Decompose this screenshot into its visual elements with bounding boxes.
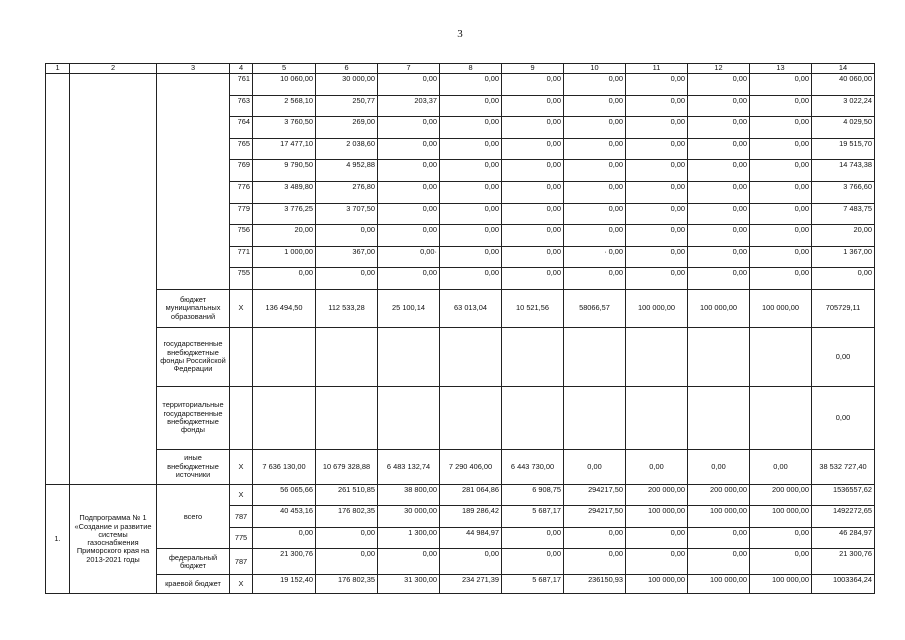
value-cell: 100 000,00 (626, 289, 688, 327)
column-header: 4 (230, 64, 253, 74)
value-cell: 0,00 (750, 117, 812, 139)
value-cell: 100 000,00 (688, 575, 750, 594)
value-cell: 7 290 406,00 (440, 449, 502, 484)
value-cell: 0,00 (502, 268, 564, 290)
empty-cell (688, 386, 750, 449)
column-header: 2 (70, 64, 157, 74)
value-cell: 56 065,66 (253, 484, 316, 506)
value-cell: 0,00 (316, 268, 378, 290)
page-number: 3 (457, 28, 463, 40)
code-cell: 769 (230, 160, 253, 182)
value-cell: 3 489,80 (253, 181, 316, 203)
value-cell: 200 000,00 (688, 484, 750, 506)
value-cell: 0,00 (502, 203, 564, 225)
value-cell: 0,00 (750, 95, 812, 117)
empty-cell (253, 386, 316, 449)
value-cell: 4 952,88 (316, 160, 378, 182)
value-cell: 10 679 328,88 (316, 449, 378, 484)
table-row (46, 289, 875, 327)
code-cell: 763 (230, 95, 253, 117)
subprogram-number: 1. (46, 484, 70, 594)
value-cell: 0,00 (688, 225, 750, 247)
value-cell: 100 000,00 (750, 506, 812, 528)
code-cell: 755 (230, 268, 253, 290)
value-cell: 1 000,00 (253, 246, 316, 268)
value-cell: 0,00 (750, 74, 812, 96)
value-cell: 0,00 (750, 181, 812, 203)
column-header: 3 (157, 64, 230, 74)
value-cell: 100 000,00 (626, 506, 688, 528)
value-cell: 705729,11 (812, 289, 875, 327)
empty-cell (502, 386, 564, 449)
value-cell: 100 000,00 (750, 575, 812, 594)
source-label: территориальные государственные внебюджетные фонды (157, 386, 230, 449)
value-cell: 0,00 (688, 117, 750, 139)
value-cell: 0,00 (502, 225, 564, 247)
value-cell: 0,00 (750, 225, 812, 247)
table-row (46, 575, 875, 594)
value-cell: 0,00 (626, 268, 688, 290)
value-cell: 176 802,35 (316, 506, 378, 528)
value-cell: 7 636 130,00 (253, 449, 316, 484)
value-cell: 1492272,65 (812, 506, 875, 528)
value-cell: 21 300,76 (812, 549, 875, 575)
value-cell: 58066,57 (564, 289, 626, 327)
source-label: иные внебюджетные источники (157, 449, 230, 484)
value-cell: 38 532 727,40 (812, 449, 875, 484)
empty-cell (316, 386, 378, 449)
value-cell: 25 100,14 (378, 289, 440, 327)
value-cell: 6 908,75 (502, 484, 564, 506)
empty-cell (378, 386, 440, 449)
empty-cell (230, 386, 253, 449)
value-cell: 0,00 (440, 246, 502, 268)
value-cell: 0,00 (812, 386, 875, 449)
value-cell: 30 000,00 (316, 74, 378, 96)
value-cell: 0,00 (502, 74, 564, 96)
value-cell: 0,00 (688, 95, 750, 117)
value-cell: 0,00 (253, 527, 316, 549)
value-cell: 0,00 (502, 117, 564, 139)
table-row (46, 327, 875, 386)
value-cell: 0,00 (502, 138, 564, 160)
value-cell: 9 790,50 (253, 160, 316, 182)
value-cell: 0,00 (502, 160, 564, 182)
value-cell: 17 477,10 (253, 138, 316, 160)
value-cell: 5 687,17 (502, 575, 564, 594)
value-cell: 14 743,38 (812, 160, 875, 182)
value-cell: 3 022,24 (812, 95, 875, 117)
value-cell: 0,00 (316, 527, 378, 549)
value-cell: 100 000,00 (750, 289, 812, 327)
value-cell: 0,00 (316, 549, 378, 575)
value-cell: 0,00 (626, 138, 688, 160)
empty-cell (378, 327, 440, 386)
value-cell: 0,00 (688, 246, 750, 268)
value-cell: 1 367,00 (812, 246, 875, 268)
value-cell: 6 443 730,00 (502, 449, 564, 484)
value-cell: 0,00 (688, 549, 750, 575)
value-cell: 0,00 (316, 225, 378, 247)
value-cell: 0,00 (440, 268, 502, 290)
value-cell: 0,00 (626, 527, 688, 549)
value-cell: 0,00 (502, 181, 564, 203)
value-cell: 0,00 (812, 268, 875, 290)
column-header: 8 (440, 64, 502, 74)
value-cell: 0,00 (564, 74, 626, 96)
value-cell: 3 776,25 (253, 203, 316, 225)
value-cell: 0,00 (626, 74, 688, 96)
code-cell: X (230, 575, 253, 594)
value-cell: 0,00 (626, 117, 688, 139)
table-row (46, 484, 875, 506)
value-cell: 31 300,00 (378, 575, 440, 594)
column-header: 1 (46, 64, 70, 74)
value-cell: 0,00 (688, 203, 750, 225)
empty-cell (502, 327, 564, 386)
value-cell: 0,00 (440, 203, 502, 225)
value-cell: 0,00 (502, 549, 564, 575)
value-cell: 0,00 (564, 549, 626, 575)
value-cell: 0,00 (626, 95, 688, 117)
value-cell: 0,00 (750, 527, 812, 549)
value-cell: 236150,93 (564, 575, 626, 594)
subprogram-title: Подпрограмма № 1 «Создание и развитие системы газоснабжения Приморского края на 2013-2021 годы (70, 484, 157, 594)
empty-cell (440, 386, 502, 449)
column-header: 11 (626, 64, 688, 74)
value-cell: 0,00 (626, 181, 688, 203)
column-header: 14 (812, 64, 875, 74)
value-cell: 10 060,00 (253, 74, 316, 96)
value-cell: 189 286,42 (440, 506, 502, 528)
value-cell: 63 013,04 (440, 289, 502, 327)
value-cell: 281 064,86 (440, 484, 502, 506)
value-cell: 0,00 (378, 138, 440, 160)
empty-cell (70, 74, 157, 485)
value-cell: 261 510,85 (316, 484, 378, 506)
value-cell: 0,00 (378, 117, 440, 139)
value-cell: 0,00 (440, 117, 502, 139)
empty-cell (230, 327, 253, 386)
code-cell: 771 (230, 246, 253, 268)
value-cell: 20,00 (253, 225, 316, 247)
code-cell: 761 (230, 74, 253, 96)
value-cell: 0,00 (564, 160, 626, 182)
empty-cell (626, 386, 688, 449)
value-cell: 0,00 (750, 449, 812, 484)
value-cell: 0,00 (564, 95, 626, 117)
empty-cell (750, 386, 812, 449)
code-cell: X (230, 449, 253, 484)
value-cell: 0,00· (378, 246, 440, 268)
value-cell: 0,00 (378, 268, 440, 290)
value-cell: 1003364,24 (812, 575, 875, 594)
value-cell: 20,00 (812, 225, 875, 247)
value-cell: 136 494,50 (253, 289, 316, 327)
value-cell: 2 568,10 (253, 95, 316, 117)
value-cell: 38 800,00 (378, 484, 440, 506)
value-cell: 3 766,60 (812, 181, 875, 203)
value-cell: 100 000,00 (688, 289, 750, 327)
value-cell: 0,00 (626, 246, 688, 268)
value-cell: 2 038,60 (316, 138, 378, 160)
source-label: федеральный бюджет (157, 549, 230, 575)
value-cell: 0,00 (440, 138, 502, 160)
value-cell: 40 453,16 (253, 506, 316, 528)
value-cell: 0,00 (564, 527, 626, 549)
value-cell: 0,00 (688, 160, 750, 182)
empty-cell (253, 327, 316, 386)
empty-cell (626, 327, 688, 386)
value-cell: 276,80 (316, 181, 378, 203)
value-cell: 0,00 (626, 549, 688, 575)
value-cell: 0,00 (502, 246, 564, 268)
empty-cell (440, 327, 502, 386)
value-cell: 0,00 (688, 181, 750, 203)
value-cell: 176 802,35 (316, 575, 378, 594)
value-cell: 21 300,76 (253, 549, 316, 575)
value-cell: 0,00 (626, 160, 688, 182)
source-label: бюджет муниципальных образований (157, 289, 230, 327)
value-cell: 19 152,40 (253, 575, 316, 594)
empty-cell (564, 327, 626, 386)
value-cell: 0,00 (378, 160, 440, 182)
value-cell: 0,00 (253, 268, 316, 290)
value-cell: 5 687,17 (502, 506, 564, 528)
value-cell: 0,00 (564, 117, 626, 139)
value-cell: 0,00 (750, 549, 812, 575)
empty-cell (688, 327, 750, 386)
code-cell: X (230, 289, 253, 327)
value-cell: 0,00 (626, 203, 688, 225)
value-cell: 19 515,70 (812, 138, 875, 160)
table-row (46, 74, 875, 96)
value-cell: 269,00 (316, 117, 378, 139)
value-cell: 0,00 (750, 138, 812, 160)
value-cell: 0,00 (564, 225, 626, 247)
column-header: 5 (253, 64, 316, 74)
value-cell: 0,00 (688, 268, 750, 290)
value-cell: 0,00 (378, 225, 440, 247)
value-cell: 0,00 (750, 268, 812, 290)
value-cell: 294217,50 (564, 506, 626, 528)
column-header: 10 (564, 64, 626, 74)
value-cell: 0,00 (378, 181, 440, 203)
budget-table (45, 63, 875, 594)
code-cell: 779 (230, 203, 253, 225)
value-cell: 3 707,50 (316, 203, 378, 225)
value-cell: 0,00 (564, 138, 626, 160)
value-cell: 200 000,00 (750, 484, 812, 506)
value-cell: 0,00 (440, 225, 502, 247)
value-cell: 0,00 (440, 181, 502, 203)
value-cell: 294217,50 (564, 484, 626, 506)
value-cell: 0,00 (378, 549, 440, 575)
value-cell: 112 533,28 (316, 289, 378, 327)
table-row (46, 449, 875, 484)
value-cell: 250,77 (316, 95, 378, 117)
value-cell: 0,00 (750, 246, 812, 268)
empty-cell (157, 74, 230, 290)
value-cell: 367,00 (316, 246, 378, 268)
value-cell: 0,00 (688, 449, 750, 484)
column-header: 12 (688, 64, 750, 74)
code-cell: 787 (230, 549, 253, 575)
value-cell: 1 300,00 (378, 527, 440, 549)
value-cell: 0,00 (688, 74, 750, 96)
code-cell: 775 (230, 527, 253, 549)
column-header: 9 (502, 64, 564, 74)
table-row (46, 386, 875, 449)
value-cell: · 0,00 (564, 246, 626, 268)
value-cell: 0,00 (688, 527, 750, 549)
table-row (46, 549, 875, 575)
code-cell: X (230, 484, 253, 506)
value-cell: 0,00 (440, 74, 502, 96)
empty-cell (564, 386, 626, 449)
source-label: государственные внебюджетные фонды Российской Федерации (157, 327, 230, 386)
value-cell: 1536557,62 (812, 484, 875, 506)
value-cell: 0,00 (440, 95, 502, 117)
value-cell: 0,00 (626, 449, 688, 484)
value-cell: 234 271,39 (440, 575, 502, 594)
value-cell: 100 000,00 (626, 575, 688, 594)
value-cell: 100 000,00 (688, 506, 750, 528)
code-cell: 787 (230, 506, 253, 528)
empty-cell (46, 74, 70, 485)
value-cell: 0,00 (564, 181, 626, 203)
value-cell: 7 483,75 (812, 203, 875, 225)
column-header: 13 (750, 64, 812, 74)
value-cell: 0,00 (440, 160, 502, 182)
value-cell: 0,00 (502, 527, 564, 549)
value-cell: 0,00 (812, 327, 875, 386)
source-label: краевой бюджет (157, 575, 230, 594)
value-cell: 0,00 (564, 449, 626, 484)
value-cell: 0,00 (688, 138, 750, 160)
value-cell: 6 483 132,74 (378, 449, 440, 484)
value-cell: 0,00 (626, 225, 688, 247)
value-cell: 200 000,00 (626, 484, 688, 506)
value-cell: 0,00 (750, 160, 812, 182)
value-cell: 40 060,00 (812, 74, 875, 96)
value-cell: 0,00 (440, 549, 502, 575)
value-cell: 44 984,97 (440, 527, 502, 549)
value-cell: 46 284,97 (812, 527, 875, 549)
value-cell: 10 521,56 (502, 289, 564, 327)
code-cell: 776 (230, 181, 253, 203)
source-label: всего (157, 484, 230, 549)
value-cell: 203,37 (378, 95, 440, 117)
value-cell: 4 029,50 (812, 117, 875, 139)
column-header: 7 (378, 64, 440, 74)
code-cell: 756 (230, 225, 253, 247)
code-cell: 764 (230, 117, 253, 139)
empty-cell (750, 327, 812, 386)
header-row (46, 64, 875, 74)
value-cell: 0,00 (378, 74, 440, 96)
code-cell: 765 (230, 138, 253, 160)
empty-cell (316, 327, 378, 386)
value-cell: 0,00 (378, 203, 440, 225)
value-cell: 0,00 (564, 203, 626, 225)
value-cell: 0,00 (564, 268, 626, 290)
value-cell: 3 760,50 (253, 117, 316, 139)
value-cell: 30 000,00 (378, 506, 440, 528)
column-header: 6 (316, 64, 378, 74)
value-cell: 0,00 (750, 203, 812, 225)
value-cell: 0,00 (502, 95, 564, 117)
